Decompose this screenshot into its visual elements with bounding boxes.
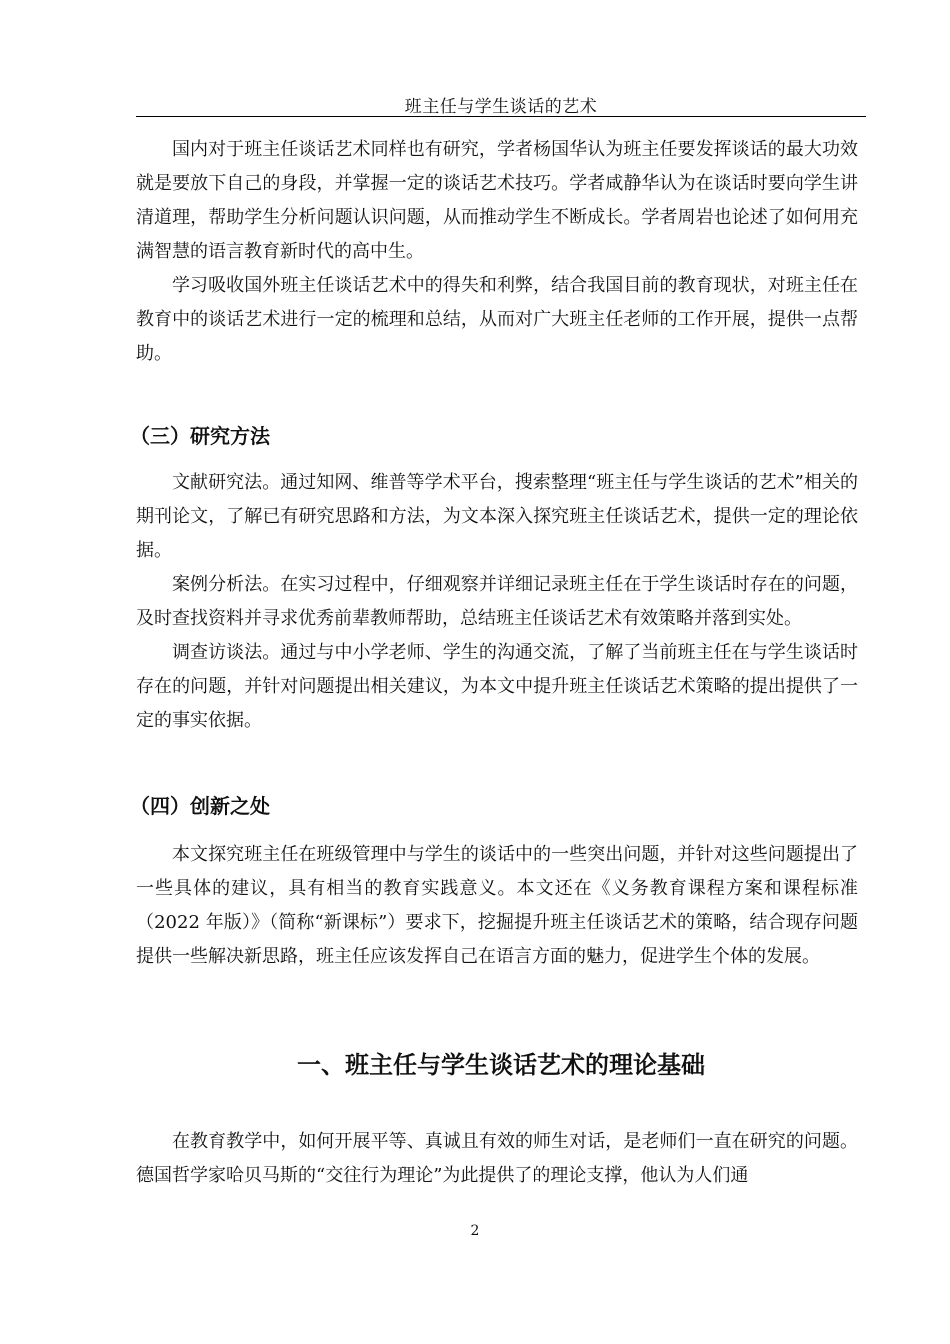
- body-paragraph: 国内对于班主任谈话艺术同样也有研究，学者杨国华认为班主任要发挥谈话的最大功效就是要放下自己的身段，并掌握一定的谈话艺术技巧。学者咸静华认为在谈话时要向学生讲清道理，帮助学生分析问题认识问题，从而推动学生不断成长。学者周岩也论述了如何用充满智慧的语言教育新时代的高中生。: [136, 139, 858, 262]
- header-rule: [136, 116, 866, 117]
- innovation-block: [136, 838, 858, 974]
- page-number: 2: [470, 1223, 480, 1239]
- chapter-heading: 一、班主任与学生谈话艺术的理论基础: [297, 1051, 705, 1079]
- body-paragraph: 本文探究班主任在班级管理中与学生的谈话中的一些突出问题，并针对这些问题提出了一些具体的建议，具有相当的教育实践意义。本文还在《义务教育课程方案和课程标准（2022 年版）》（简称“新课标”）要求下，挖掘提升班主任谈话艺术的策略，结合现存问题提供一些解决新思路，班主任应该发挥自己在语言方面的魅力，促进学生个体的发展。: [136, 844, 858, 967]
- section-heading-methods: （三）研究方法: [130, 424, 270, 448]
- body-paragraph: 在教育教学中，如何开展平等、真诚且有效的师生对话，是老师们一直在研究的问题。德国哲学家哈贝马斯的“交往行为理论”为此提供了的理论支撑，他认为人们通: [136, 1131, 858, 1186]
- body-paragraph: 学习吸收国外班主任谈话艺术中的得失和利弊，结合我国目前的教育现状，对班主任在教育中的谈话艺术进行一定的梳理和总结，从而对广大班主任老师的工作开展，提供一点帮助。: [136, 275, 858, 364]
- body-paragraph: 调查访谈法。通过与中小学老师、学生的沟通交流，了解了当前班主任在与学生谈话时存在的问题，并针对问题提出相关建议，为本文中提升班主任谈话艺术策略的提出提供了一定的事实依据。: [136, 642, 858, 731]
- section-heading-innovation: （四）创新之处: [130, 794, 270, 818]
- body-paragraph: 文献研究法。通过知网、维普等学术平台，搜索整理“班主任与学生谈话的艺术”相关的期刊论文，了解已有研究思路和方法，为文本深入探究班主任谈话艺术，提供一定的理论依据。: [136, 472, 858, 561]
- methods-block: [136, 466, 858, 738]
- chapter-intro-block: [136, 1125, 858, 1193]
- body-paragraph: 案例分析法。在实习过程中，仔细观察并详细记录班主任在于学生谈话时存在的问题，及时查找资料并寻求优秀前辈教师帮助，总结班主任谈话艺术有效策略并落到实处。: [136, 574, 858, 629]
- running-header: 班主任与学生谈话的艺术: [404, 97, 598, 117]
- intro-block: [136, 133, 858, 371]
